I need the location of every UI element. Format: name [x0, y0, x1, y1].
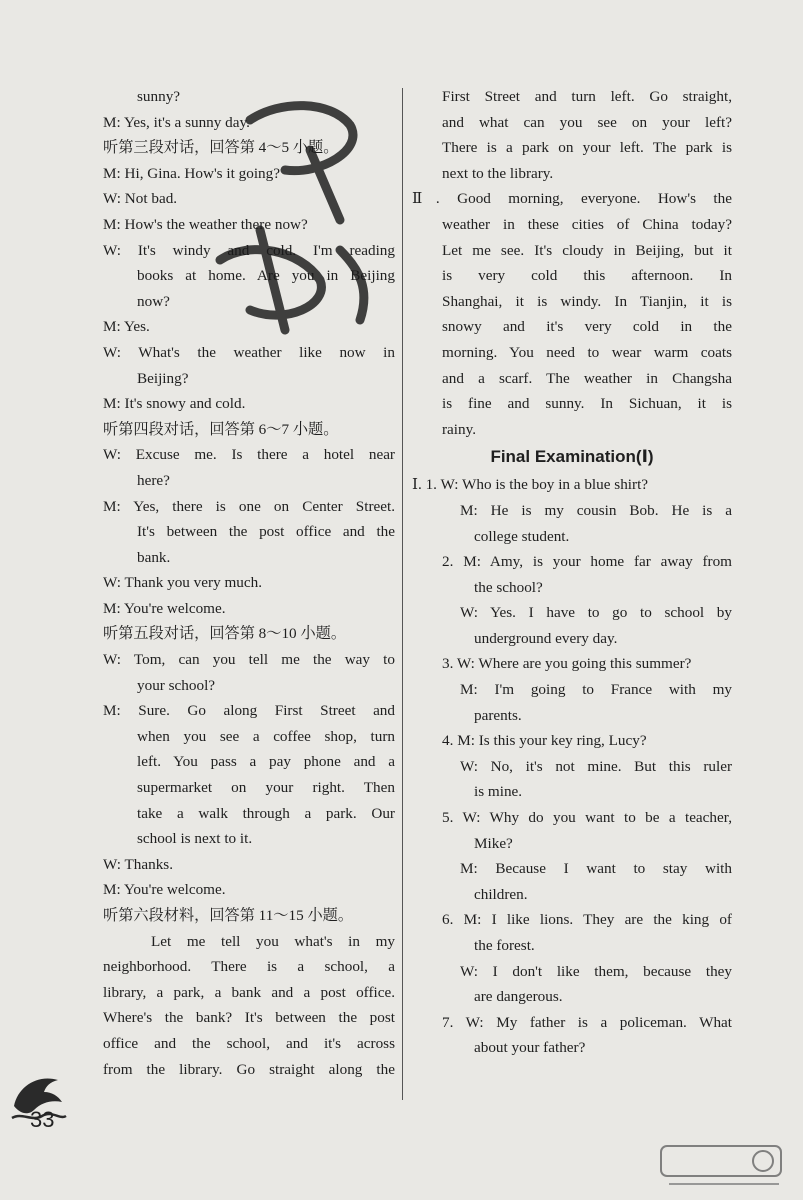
text-line: There is a park on your left. The park is [442, 139, 732, 157]
text-line: Shanghai, it is windy. In Tianjin, it is [442, 292, 732, 310]
text-line: school is next to it. [137, 830, 253, 848]
text-line: supermarket on your right. Then [137, 779, 395, 797]
text-line: Ⅱ. Good morning, everyone. How's the [412, 190, 732, 208]
text-line: W: Not bad. [103, 190, 178, 208]
text-line: First Street and turn left. Go straight, [442, 88, 732, 105]
text-line: M: Yes, it's a sunny day. [103, 113, 250, 131]
text-line: here? [137, 471, 170, 489]
text-line: M: Sure. Go along First Street and [103, 702, 395, 720]
text-line: M: Yes, there is one on Center Street. [103, 497, 395, 515]
text-line: now? [137, 292, 170, 310]
text-line: Mike? [474, 834, 513, 852]
text-line: the forest. [474, 937, 535, 954]
text-line: sunny? [137, 88, 181, 105]
text-line: M: It's snowy and cold. [103, 395, 246, 413]
text-line: rainy. [442, 420, 477, 438]
text-line: are dangerous. [474, 988, 563, 1006]
text-line: 听第三段对话，回答第 4～5 小题。 [103, 139, 339, 157]
text-line: college student. [474, 527, 570, 545]
section-title: Final Examination(Ⅰ) [490, 447, 654, 467]
text-line: 7. W: My father is a policeman. What [442, 1013, 732, 1031]
text-line: W: I don't like them, because they [460, 962, 732, 980]
text-line: 4. M: Is this your key ring, Lucy? [442, 732, 647, 750]
text-line: M: You're welcome. [103, 599, 226, 617]
text-line: W: No, it's not mine. But this ruler [460, 757, 732, 775]
text-line: W: What's the weather like now in [103, 343, 395, 361]
text-line: W: Yes. I have to go to school by [460, 604, 732, 622]
text-line: Let me see. It's cloudy in Beijing, but it [442, 241, 732, 259]
text-line: office and the school, and it's across [103, 1034, 395, 1052]
text-line: W: Excuse me. Is there a hotel near [103, 446, 395, 464]
text-line: M: He is my cousin Bob. He is a [460, 501, 732, 519]
text-line: snowy and it's very cold in the [442, 318, 732, 336]
text-line: parents. [474, 706, 522, 724]
text-line: and what can you see on your left? [442, 113, 732, 131]
text-line: the school? [474, 578, 543, 596]
text-line: Beijing? [137, 369, 189, 387]
text-line: bank. [137, 548, 171, 566]
text-line: M: You're welcome. [103, 881, 226, 899]
text-line: underground every day. [474, 629, 618, 647]
text-line: books at home. Are you in Beijing [137, 267, 395, 285]
text-line: W: Thanks. [103, 855, 174, 873]
text-line: children. [474, 885, 528, 903]
stamp-overlay [190, 80, 410, 340]
text-line: 听第六段材料，回答第 11～15 小题。 [103, 907, 354, 924]
text-line: Where's the bank? It's between the post [103, 1009, 395, 1027]
right-column [412, 84, 732, 1061]
watermark-logo-icon [659, 1142, 789, 1192]
text-line: weather in these cities of China today? [442, 215, 732, 233]
text-line: is very cold this afternoon. In [442, 267, 732, 285]
text-line: about your father? [474, 1039, 586, 1057]
text-line: 听第四段对话，回答第 6～7 小题。 [103, 420, 339, 438]
text-line: M: Because I want to stay with [460, 860, 732, 878]
text-line: 2. M: Amy, is your home far away from [442, 553, 732, 571]
text-line: 6. M: I like lions. They are the king of [442, 911, 732, 929]
text-line: take a walk through a park. Our [137, 804, 395, 822]
text-line: from the library. Go straight along the [103, 1060, 395, 1078]
text-line: and a scarf. The weather in Changsha [442, 369, 732, 387]
text-line: M: Yes. [103, 318, 150, 336]
text-line: library, a park, a bank and a post office. [103, 983, 395, 1001]
text-line: M: How's the weather there now? [103, 215, 308, 233]
text-line: It's between the post office and the [137, 523, 395, 541]
text-line: M: I'm going to France with my [460, 681, 732, 699]
text-line: your school? [137, 676, 216, 694]
text-line: 听第五段对话，回答第 8～10 小题。 [103, 625, 346, 643]
text-line: is fine and sunny. In Sichuan, it is [442, 395, 732, 413]
text-line: left. You pass a pay phone and a [137, 753, 395, 771]
text-line: Let me tell you what's in my [151, 932, 395, 950]
text-line: when you see a coffee shop, turn [137, 727, 395, 745]
text-line: 3. W: Where are you going this summer? [442, 655, 692, 673]
text-line: W: It's windy and cold. I'm reading [103, 241, 395, 259]
text-line: M: Hi, Gina. How's it going? [103, 164, 280, 182]
text-line: W: Thank you very much. [103, 574, 263, 592]
text-line: is mine. [474, 783, 523, 801]
text-line: Ⅰ. 1. W: Who is the boy in a blue shirt? [412, 476, 649, 494]
text-line: morning. You need to wear warm coats [442, 343, 732, 361]
text-line: 5. W: Why do you want to be a teacher, [442, 809, 732, 827]
page-number: 33 [30, 1107, 55, 1132]
text-line: neighborhood. There is a school, a [103, 958, 395, 976]
text-line: W: Tom, can you tell me the way to [103, 651, 395, 669]
text-line: next to the library. [442, 164, 554, 182]
